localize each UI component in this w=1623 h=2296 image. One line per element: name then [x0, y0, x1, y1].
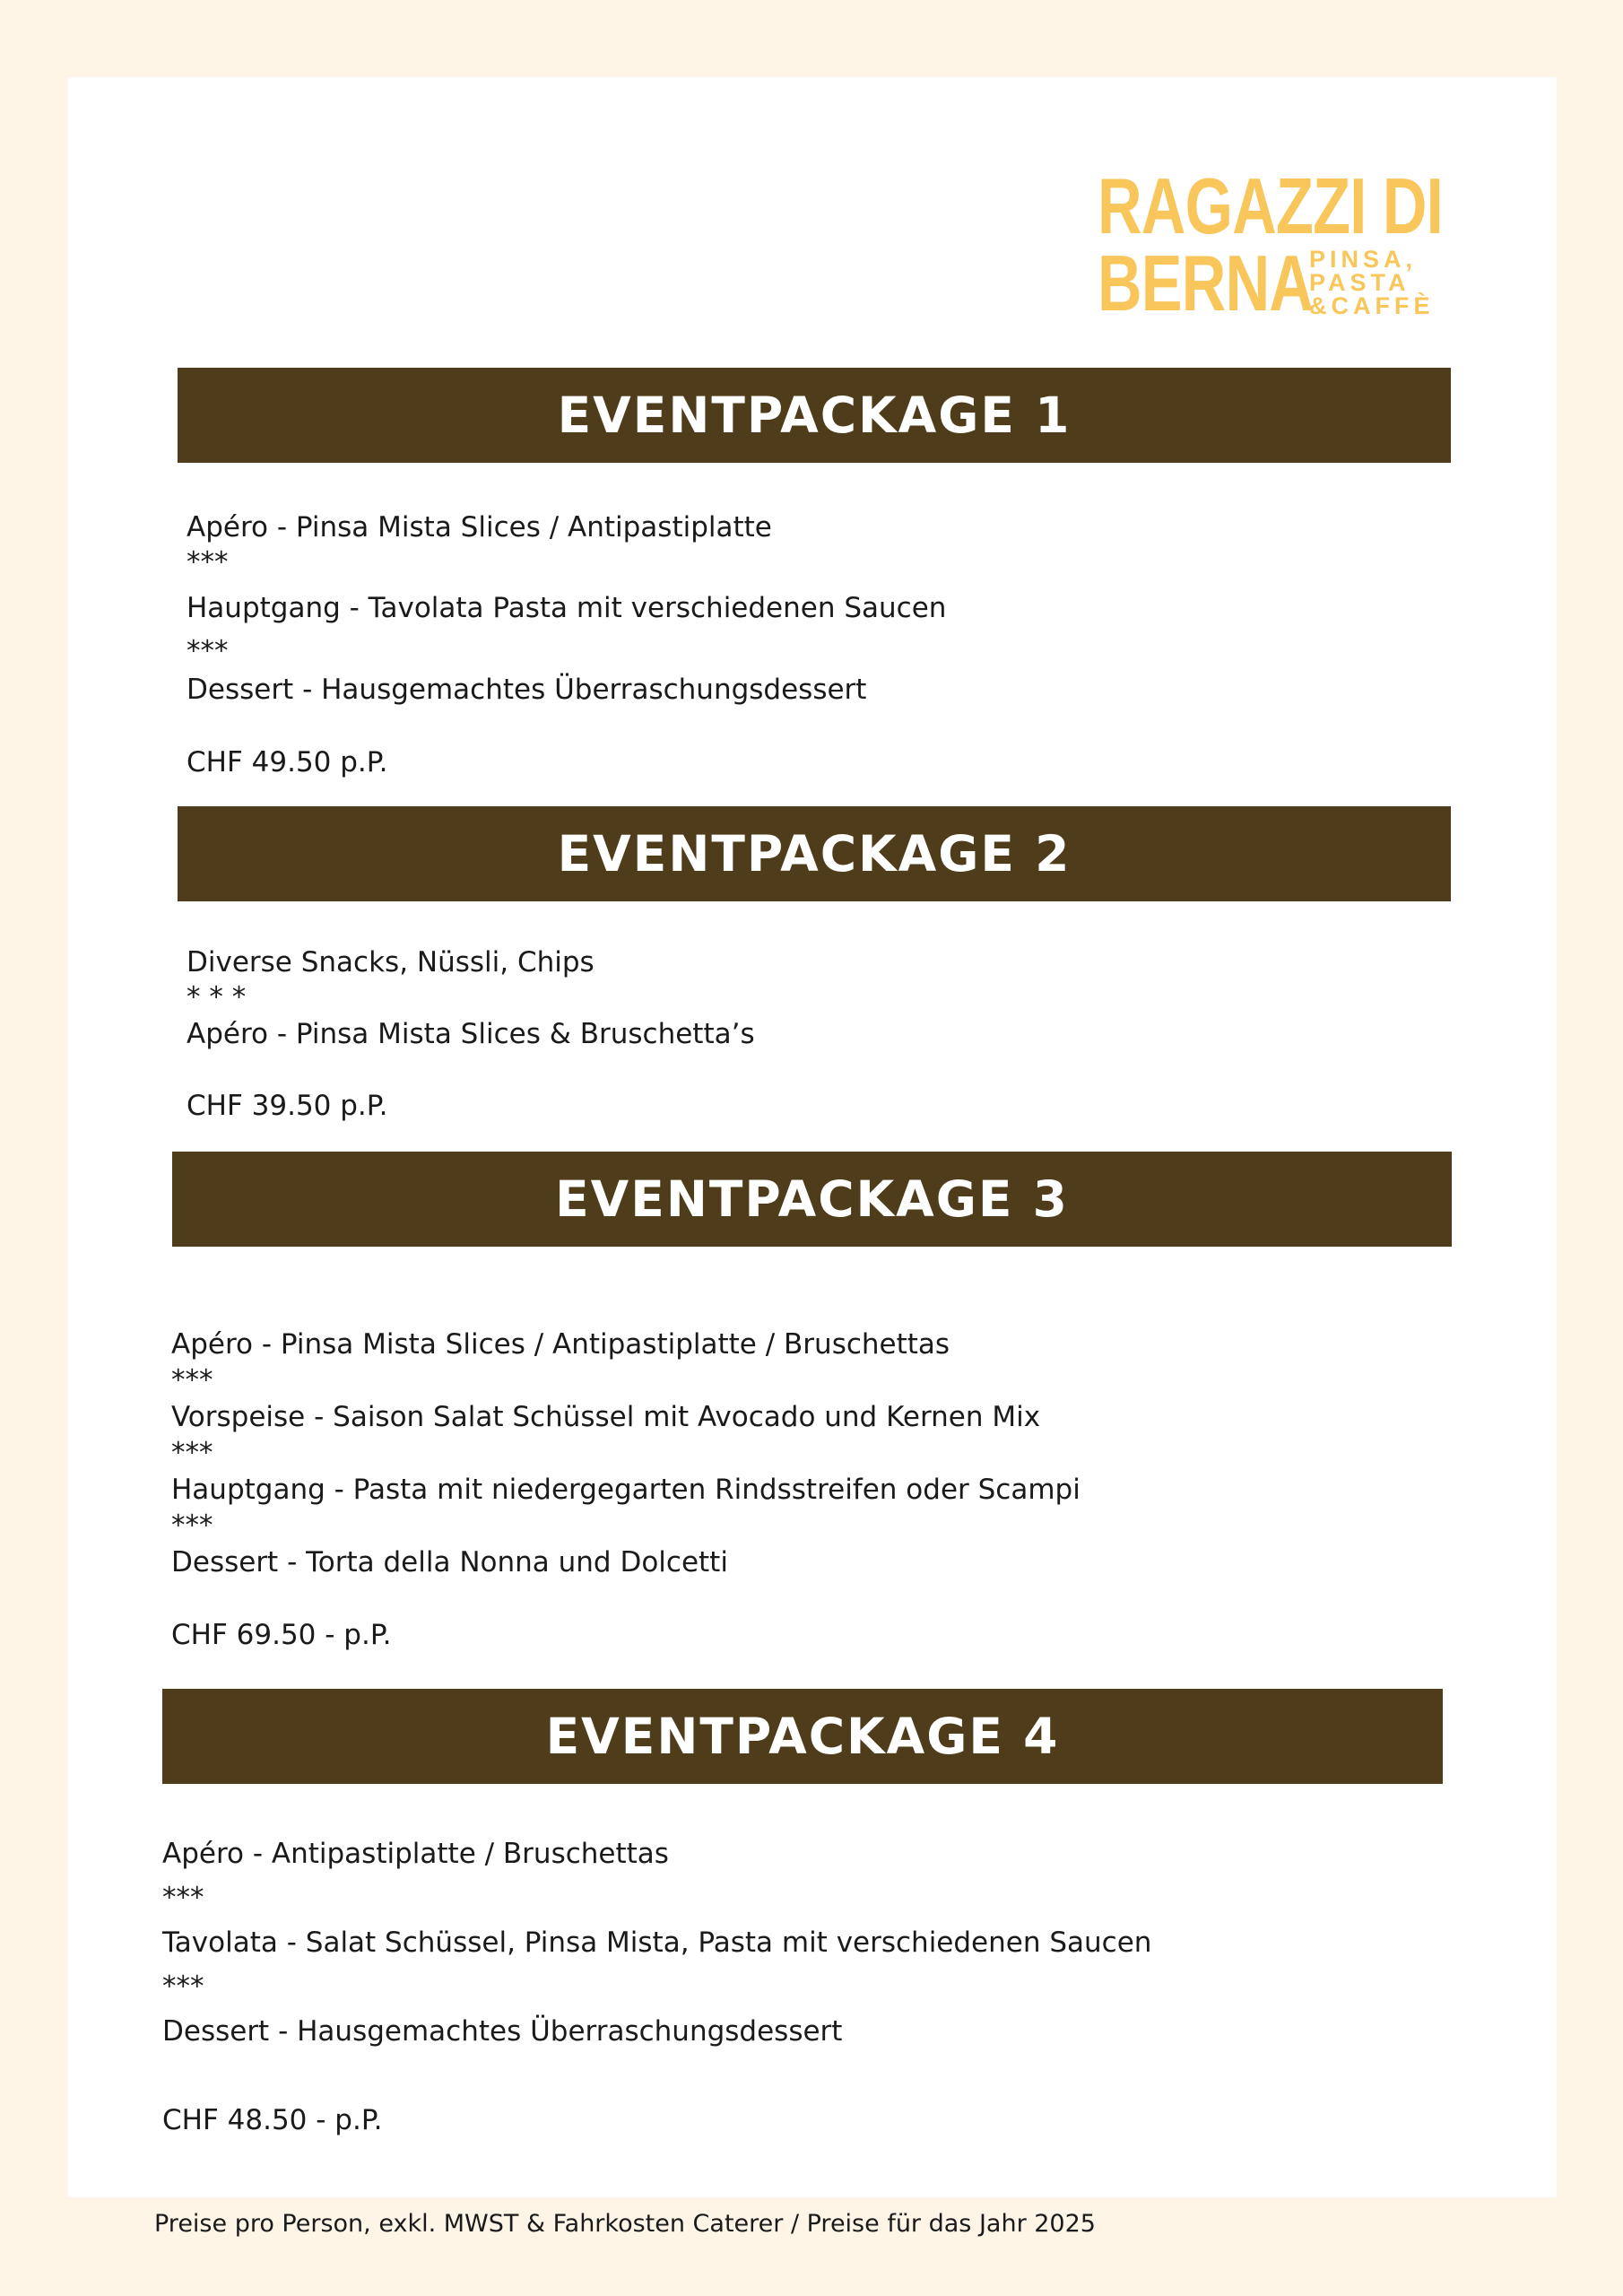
- package-3-separator-2: ***: [171, 1437, 213, 1469]
- package-3-line-1: Apéro - Pinsa Mista Slices / Antipastiplatte / Bruschettas: [171, 1328, 950, 1361]
- package-2-title: EVENTPACKAGE 2: [557, 825, 1072, 883]
- package-4-separator-2: ***: [162, 1970, 204, 2003]
- logo-tagline-3: &CAFFÈ: [1309, 292, 1435, 319]
- package-1-price: CHF 49.50 p.P.: [187, 746, 388, 778]
- package-3-header: [172, 1152, 1452, 1247]
- package-2-line-2: Apéro - Pinsa Mista Slices & Bruschetta’s: [187, 1018, 755, 1050]
- package-4-price: CHF 48.50 - p.P.: [162, 2104, 383, 2136]
- package-1-separator-2: ***: [187, 635, 229, 667]
- package-2-line-1: Diverse Snacks, Nüssli, Chips: [187, 946, 595, 978]
- package-3-line-4: Dessert - Torta della Nonna und Dolcetti: [171, 1546, 728, 1578]
- package-4-title: EVENTPACKAGE 4: [545, 1708, 1060, 1765]
- package-2-price: CHF 39.50 p.P.: [187, 1090, 388, 1122]
- package-1-line-2: Hauptgang - Tavolata Pasta mit verschiedenen Saucen: [187, 592, 947, 624]
- package-4-separator-1: ***: [162, 1882, 204, 1914]
- package-1-title: EVENTPACKAGE 1: [557, 387, 1072, 444]
- ragazzi-di-berna-logo: [1098, 161, 1443, 327]
- logo-line-1: RAGAZZI DI: [1098, 161, 1443, 250]
- package-4-line-1: Apéro - Antipastiplatte / Bruschettas: [162, 1838, 669, 1870]
- package-3-separator-1: ***: [171, 1364, 213, 1396]
- package-4-header: [162, 1689, 1443, 1784]
- package-3-price: CHF 69.50 - p.P.: [171, 1619, 392, 1651]
- package-1-header: [178, 368, 1451, 463]
- price-footnote: Preise pro Person, exkl. MWST & Fahrkosten Caterer / Preise für das Jahr 2025: [154, 2210, 1096, 2238]
- package-1-separator-1: ***: [187, 546, 229, 578]
- package-3-line-2: Vorspeise - Saison Salat Schüssel mit Avocado und Kernen Mix: [171, 1401, 1041, 1433]
- logo-line-2: BERNA: [1098, 239, 1314, 327]
- package-1-line-3: Dessert - Hausgemachtes Überraschungsdessert: [187, 674, 867, 706]
- logo-tagline-1: PINSA,: [1309, 246, 1418, 273]
- package-3-line-3: Hauptgang - Pasta mit niedergegarten Rindsstreifen oder Scampi: [171, 1474, 1081, 1506]
- package-2-separator-1: * * *: [187, 981, 247, 1013]
- package-4-line-2: Tavolata - Salat Schüssel, Pinsa Mista, Pasta mit verschiedenen Saucen: [162, 1926, 1152, 1959]
- package-4-line-3: Dessert - Hausgemachtes Überraschungsdessert: [162, 2015, 843, 2048]
- package-1-line-1: Apéro - Pinsa Mista Slices / Antipastiplatte: [187, 511, 772, 544]
- logo-tagline-2: PASTA: [1309, 269, 1410, 296]
- package-3-separator-3: ***: [171, 1509, 213, 1542]
- package-2-header: [178, 806, 1451, 901]
- package-3-title: EVENTPACKAGE 3: [555, 1170, 1069, 1228]
